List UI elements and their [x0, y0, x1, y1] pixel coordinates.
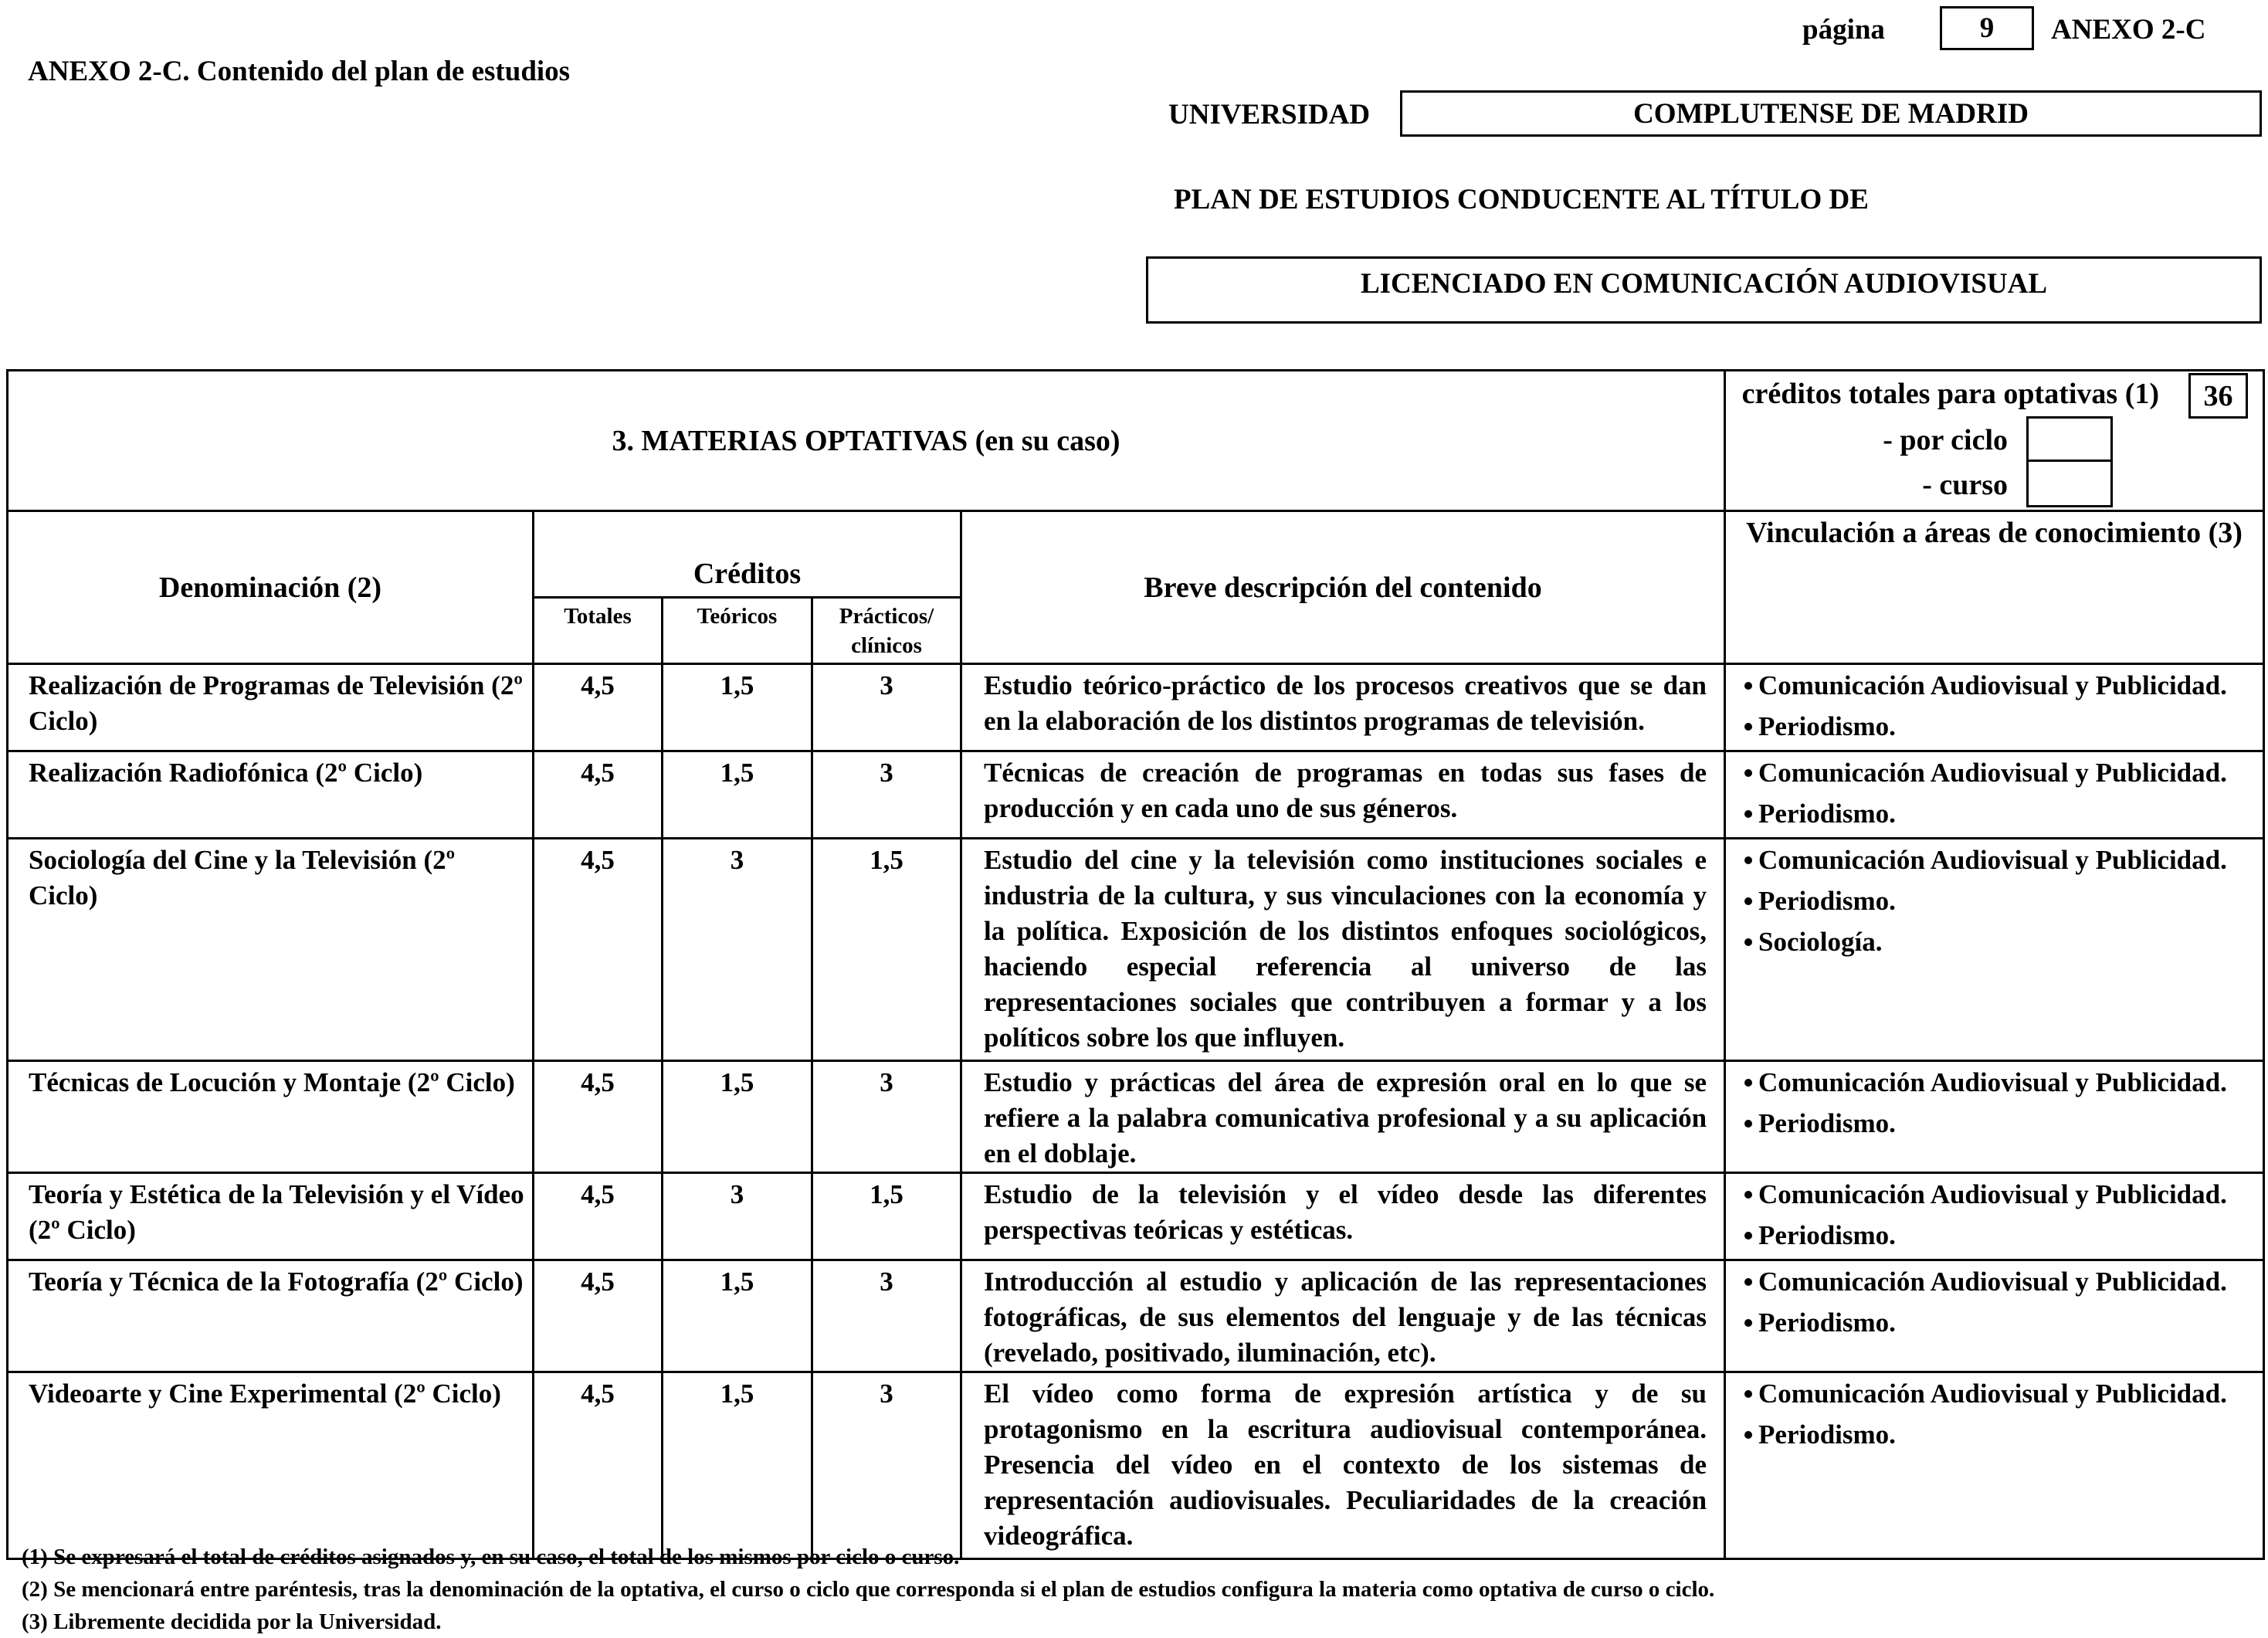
area-item: [1744, 709, 2258, 750]
page-label: página: [1802, 14, 1885, 46]
area-item: [1744, 1264, 2258, 1305]
knowledge-areas: [1725, 1372, 2264, 1559]
col-theory-header: Teóricos: [663, 598, 812, 664]
section-title: 3. MATERIAS OPTATIVAS (en su caso): [8, 371, 1725, 511]
credits-theory: 1,5: [663, 664, 812, 751]
credits-theory: 3: [663, 1173, 812, 1260]
subject-name: Sociología del Cine y la Televisión (2º Ciclo): [8, 839, 534, 1061]
bullet-icon: [1744, 897, 1752, 905]
degree-title-box: [1146, 256, 2262, 324]
area-item: [1744, 883, 2258, 924]
total-credits-label: créditos totales para optativas (1): [1741, 378, 2160, 410]
credits-practice: 3: [812, 664, 961, 751]
university-name-box: [1400, 90, 2262, 137]
knowledge-areas: [1725, 1061, 2264, 1173]
table-row: [8, 751, 2264, 839]
knowledge-areas: [1725, 839, 2264, 1061]
table-row: [8, 1372, 2264, 1559]
credits-theory: 1,5: [663, 1372, 812, 1559]
subject-description: El vídeo como forma de expresión artística y de su protagonismo en la escritura audiovisual contemporánea. Presencia del vídeo en el contexto de los sistemas de representación audiovisuales. Peculiaridades de la creación videográfica.: [961, 1372, 1725, 1559]
optional-subjects-table: [6, 369, 2265, 1560]
table-body: [8, 664, 2264, 1559]
per-cycle-box: [2026, 416, 2113, 462]
credits-practice: 3: [812, 751, 961, 839]
bullet-icon: [1744, 1319, 1752, 1327]
area-item: [1744, 924, 2258, 965]
col-practice-header-line1: Prácticos/: [839, 604, 934, 629]
col-practice-header-line2: clínicos: [851, 633, 922, 658]
area-item: [1744, 1305, 2258, 1346]
area-label: Comunicación Audiovisual y Publicidad.: [1758, 670, 2227, 700]
credits-summary: [1725, 371, 2264, 511]
plan-label: PLAN DE ESTUDIOS CONDUCENTE AL TÍTULO DE: [1174, 184, 1869, 215]
credits-practice: 1,5: [812, 839, 961, 1061]
degree-title: LICENCIADO EN COMUNICACIÓN AUDIOVISUAL: [1360, 268, 2048, 300]
per-course-label: - curso: [1922, 469, 2009, 501]
bullet-icon: [1744, 1232, 1752, 1240]
credits-practice: 3: [812, 1260, 961, 1372]
table-row: [8, 664, 2264, 751]
area-item: [1744, 1218, 2258, 1259]
page-number: 9: [1979, 12, 1995, 44]
knowledge-areas: [1725, 751, 2264, 839]
credits-totals: 4,5: [534, 1260, 663, 1372]
university-name: COMPLUTENSE DE MADRID: [1633, 97, 2029, 130]
total-credits-box: [2188, 373, 2248, 419]
table-row: [8, 1061, 2264, 1173]
credits-practice: 3: [812, 1061, 961, 1173]
knowledge-areas: [1725, 1260, 2264, 1372]
area-item: [1744, 1106, 2258, 1147]
area-label: Periodismo.: [1758, 1220, 1896, 1250]
bullet-icon: [1744, 769, 1752, 777]
credits-totals: 4,5: [534, 1061, 663, 1173]
annex-code: ANEXO 2-C: [2051, 14, 2206, 46]
area-item: [1744, 1065, 2258, 1106]
area-item: [1744, 843, 2258, 883]
bullet-icon: [1744, 682, 1752, 690]
per-course-box: [2026, 460, 2113, 507]
subject-description: Estudio y prácticas del área de expresión oral en lo que se refiere a la palabra comunicativa profesional y a su aplicación en el doblaje.: [961, 1061, 1725, 1173]
area-item: [1744, 1177, 2258, 1218]
col-name-header: Denominación (2): [8, 511, 534, 664]
table-row: [8, 1173, 2264, 1260]
knowledge-areas: [1725, 664, 2264, 751]
bullet-icon: [1744, 1120, 1752, 1128]
credits-totals: 4,5: [534, 751, 663, 839]
bullet-icon: [1744, 723, 1752, 731]
area-item: [1744, 1417, 2258, 1458]
subject-name: Realización Radiofónica (2º Ciclo): [8, 751, 534, 839]
col-practice-header: [812, 598, 961, 664]
area-label: Periodismo.: [1758, 1307, 1896, 1338]
bullet-icon: [1744, 856, 1752, 864]
area-label: Comunicación Audiovisual y Publicidad.: [1758, 1267, 2227, 1297]
credits-totals: 4,5: [534, 1372, 663, 1559]
subject-description: Estudio teórico-práctico de los procesos creativos que se dan en la elaboración de los distintos programas de televisión.: [961, 664, 1725, 751]
credits-totals: 4,5: [534, 1173, 663, 1260]
subject-description: Técnicas de creación de programas en todas sus fases de producción y en cada uno de sus géneros.: [961, 751, 1725, 839]
area-item: [1744, 796, 2258, 837]
subject-name: Videoarte y Cine Experimental (2º Ciclo): [8, 1372, 534, 1559]
credits-theory: 1,5: [663, 1260, 812, 1372]
credits-totals: 4,5: [534, 839, 663, 1061]
subject-name: Teoría y Técnica de la Fotografía (2º Ciclo): [8, 1260, 534, 1372]
col-areas-header: Vinculación a áreas de conocimiento (3): [1725, 511, 2264, 664]
knowledge-areas: [1725, 1173, 2264, 1260]
footnote-2: (2) Se mencionará entre paréntesis, tras la denominación de la optativa, el curso o ciclo que corresponda si el plan de estudios configura la materia como optativa de curso o ciclo.: [22, 1577, 1715, 1602]
area-label: Sociología.: [1758, 927, 1883, 957]
subject-name: Teoría y Estética de la Televisión y el Vídeo (2º Ciclo): [8, 1173, 534, 1260]
area-item: [1744, 668, 2258, 709]
footnote-1: (1) Se expresará el total de créditos asignados y, en su caso, el total de los mismos por ciclo o curso.: [22, 1545, 960, 1569]
area-label: Comunicación Audiovisual y Publicidad.: [1758, 1067, 2227, 1097]
credits-totals: 4,5: [534, 664, 663, 751]
credits-theory: 3: [663, 839, 812, 1061]
area-item: [1744, 755, 2258, 796]
area-label: Comunicación Audiovisual y Publicidad.: [1758, 1179, 2227, 1209]
area-label: Comunicación Audiovisual y Publicidad.: [1758, 845, 2227, 875]
credits-theory: 1,5: [663, 1061, 812, 1173]
bullet-icon: [1744, 1431, 1752, 1439]
bullet-icon: [1744, 810, 1752, 818]
page-number-box: [1940, 6, 2034, 50]
subject-name: Técnicas de Locución y Montaje (2º Ciclo): [8, 1061, 534, 1173]
credits-theory: 1,5: [663, 751, 812, 839]
table-row: [8, 1260, 2264, 1372]
area-label: Periodismo.: [1758, 1419, 1896, 1450]
subject-description: Estudio de la televisión y el vídeo desde las diferentes perspectivas teóricas y estéticas.: [961, 1173, 1725, 1260]
university-label: UNIVERSIDAD: [1168, 99, 1371, 131]
bullet-icon: [1744, 1390, 1752, 1398]
subject-description: Introducción al estudio y aplicación de las representaciones fotográficas, de sus elementos del lenguaje y de las técnicas (revelado, positivado, iluminación, etc).: [961, 1260, 1725, 1372]
area-label: Comunicación Audiovisual y Publicidad.: [1758, 1379, 2227, 1409]
area-label: Periodismo.: [1758, 886, 1896, 916]
subject-name: Realización de Programas de Televisión (2º Ciclo): [8, 664, 534, 751]
col-totals-header: Totales: [534, 598, 663, 664]
bullet-icon: [1744, 1278, 1752, 1286]
area-item: [1744, 1376, 2258, 1417]
area-label: Periodismo.: [1758, 799, 1896, 829]
bullet-icon: [1744, 1079, 1752, 1087]
area-label: Periodismo.: [1758, 1108, 1896, 1138]
credits-practice: 1,5: [812, 1173, 961, 1260]
area-label: Periodismo.: [1758, 711, 1896, 741]
col-description-header: Breve descripción del contenido: [961, 511, 1725, 664]
credits-practice: 3: [812, 1372, 961, 1559]
bullet-icon: [1744, 1191, 1752, 1199]
total-credits-value: 36: [2203, 379, 2233, 412]
per-cycle-label: - por ciclo: [1883, 424, 2009, 456]
col-credits-header: Créditos: [534, 511, 961, 598]
annex-title: ANEXO 2-C. Contenido del plan de estudios: [28, 56, 571, 87]
area-label: Comunicación Audiovisual y Publicidad.: [1758, 758, 2227, 788]
table-row: [8, 839, 2264, 1061]
subject-description: Estudio del cine y la televisión como instituciones sociales e industria de la cultura, y sus vinculaciones con la economía y la política. Exposición de los distintos enfoques sociológicos, haciendo especial referencia al universo de las representaciones sociales que contribuyen a formar y a los políticos sobre los que influyen.: [961, 839, 1725, 1061]
footnote-3: (3) Libremente decidida por la Universidad.: [22, 1609, 442, 1634]
bullet-icon: [1744, 938, 1752, 946]
